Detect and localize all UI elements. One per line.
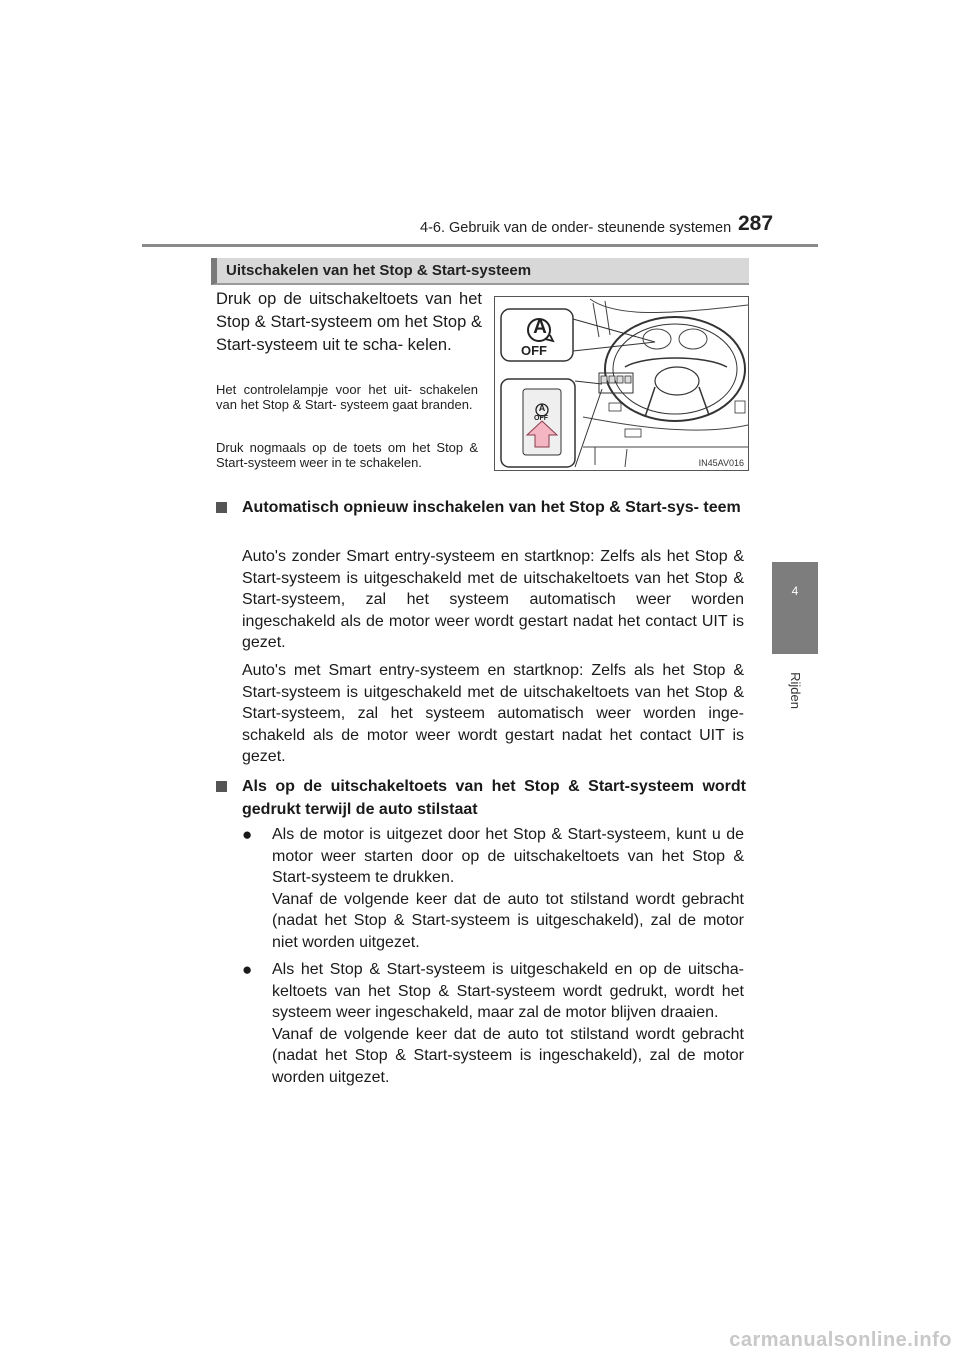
subheading-text: Als op de uitschakeltoets van het Stop & Start-systeem wordt gedrukt terwijl de auto stilstaat [242,778,746,818]
top-callout-letter: A [533,317,547,338]
note-reenable: Druk nogmaals op de toets om het Stop & Start-systeem weer in te schakelen. [216,440,478,470]
figure-code: IN45AV016 [698,458,744,468]
paragraph-with-smart-entry: Auto's met Smart entry-systeem en startknop: Zelfs als het Stop & Start-systeem is uitgeschakeld met de uitschakeltoets van het Stop & Start-systeem, zal het systeem automatisch weer worden inge- schakeld als de motor weer wordt gestart nadat het contact UIT is gezet. [242,662,744,765]
bullet-text-line: Als het Stop & Start-systeem is uitgeschakeld en op de uitscha- keltoets van het Stop & Start-systeem wordt gedrukt, wordt het systeem weer ingeschakeld, maar zal de motor blijven draaien. [272,961,744,1021]
square-bullet-icon [216,502,227,513]
bullet-item [242,824,744,953]
chapter-label-wrap [782,660,808,720]
subheading-press-while-stopped [216,775,746,821]
chapter-label: Rijden [787,671,803,709]
bullet-text [272,959,744,1088]
running-header: 4-6. Gebruik van de onder- steunende systemen [420,220,732,236]
square-bullet-icon [216,781,227,792]
header-divider [142,244,818,247]
bullet-text-line: Als de motor is uitgezet door het Stop & Start-systeem, kunt u de motor weer starten door op de uitschakeltoets van het Stop & Start-systeem te drukken. [272,826,744,886]
bullet-dot-icon: ● [242,960,253,979]
note-indicator: Het controlelampje voor het uit- schakelen van het Stop & Start- systeem gaat branden. [216,382,478,412]
subheading-auto-reenable [216,496,746,519]
bottom-callout-off: OFF [534,415,548,422]
page-number: 287 [738,212,774,235]
section-title: Uitschakelen van het Stop & Start-systeem [211,258,749,285]
subheading-text: Automatisch opnieuw inschakelen van het Stop & Start-sys- teem [242,499,741,516]
bullet-dot-icon: ● [242,825,253,844]
bullet-text-line: Vanaf de volgende keer dat de auto tot stilstand wordt gebracht (nadat het Stop & Start-systeem is uitgeschakeld), zal de motor niet worden uitgezet. [272,890,744,951]
dashboard-illustration [494,296,749,471]
chapter-number: 4 [791,584,799,598]
paragraph-without-smart-entry: Auto's zonder Smart entry-systeem en startknop: Zelfs als het Stop & Start-systeem is uitgeschakeld met de uitschakeltoets van het Stop & Start-systeem, zal het systeem automatisch weer worden ingeschakeld als de motor weer wordt gestart nadat het contact UIT is gezet. [242,548,744,651]
bullet-text [272,824,744,953]
bullet-text-line: Vanaf de volgende keer dat de auto tot stilstand wordt gebracht (nadat het Stop & Start-systeem is ingeschakeld), zal de motor worden uitgezet. [272,1025,744,1086]
bullet-item [242,959,744,1088]
site-watermark: carmanualsonline.info [729,1329,952,1351]
bottom-callout-letter: A [538,403,546,413]
top-callout-off: OFF [521,343,547,358]
intro-paragraph: Druk op de uitschakeltoets van het Stop & Start-systeem om het Stop & Start-systeem uit te scha- kelen. [216,290,482,354]
chapter-tab [772,562,818,654]
